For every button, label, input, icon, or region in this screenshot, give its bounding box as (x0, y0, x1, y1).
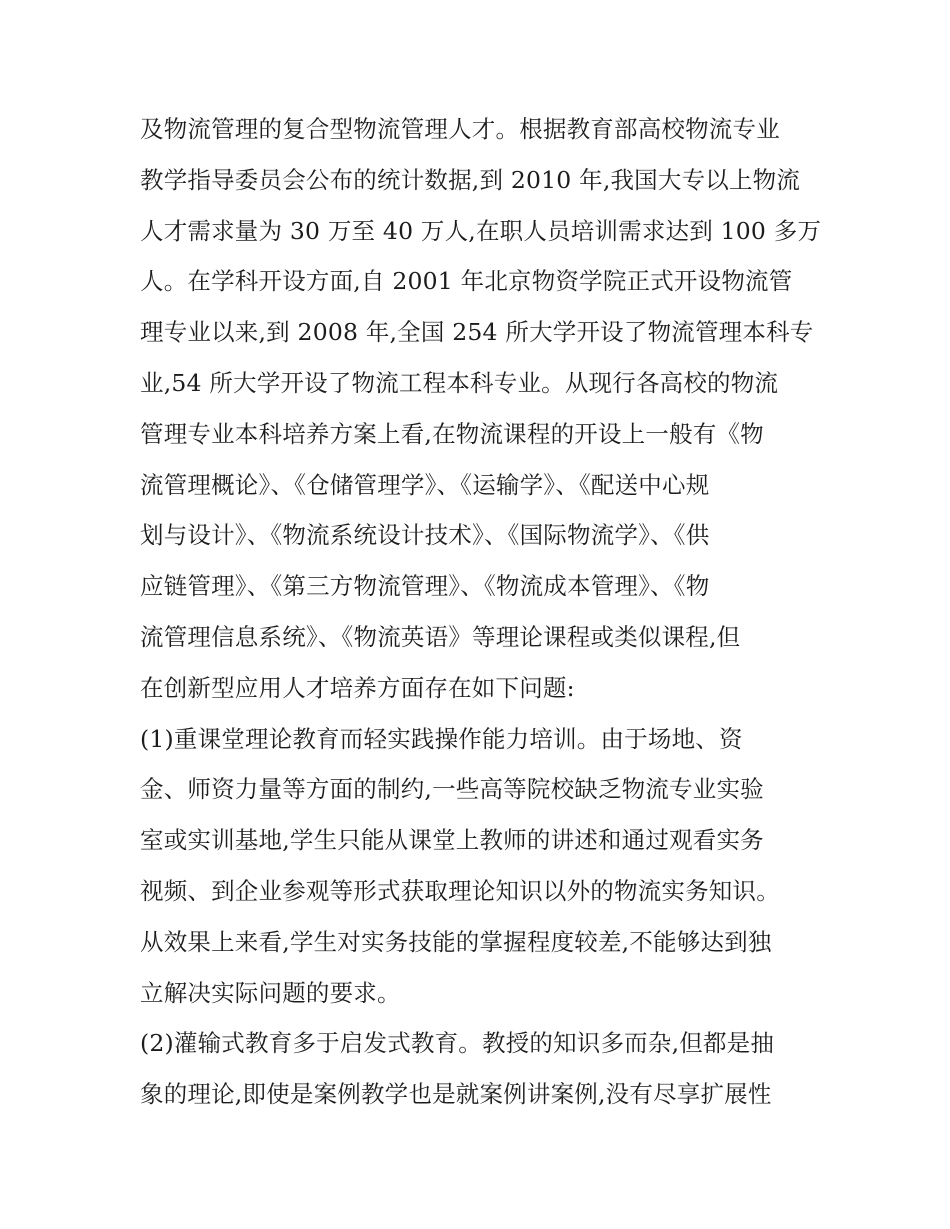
text-line-18: 立解决实际问题的要求。 (140, 978, 401, 1007)
text-line-14: 金、师资力量等方面的制约,一些高等院校缺乏物流专业实验 (140, 775, 764, 804)
text-line-7: 管理专业本科培养方案上看,在物流课程的开设上一般有《物 (140, 419, 764, 448)
text-line-5: 理专业以来,到 2008 年,全国 254 所大学开设了物流管理本科专 (140, 318, 814, 347)
text-line-19: (2)灌输式教育多于启发式教育。教授的知识多而杂,但都是抽 (140, 1029, 775, 1058)
text-line-20: 象的理论,即使是案例教学也是就案例讲案例,没有尽享扩展性 (140, 1080, 772, 1109)
text-line-2: 教学指导委员会公布的统计数据,到 2010 年,我国大专以上物流 (140, 165, 801, 194)
text-line-6: 业,54 所大学开设了物流工程本科专业。从现行各高校的物流 (140, 368, 779, 397)
text-line-12: 在创新型应用人才培养方面存在如下问题: (140, 673, 575, 702)
body-text (140, 104, 830, 1120)
text-line-8: 流管理概论》、《仓储管理学》、《运输学》、《配送中心规 (140, 470, 710, 499)
text-line-9: 划与设计》、《物流系统设计技术》、《国际物流学》、《供 (140, 521, 710, 550)
text-line-11: 流管理信息系统》、《物流英语》等理论课程或类似课程,但 (140, 622, 741, 651)
text-line-15: 室或实训基地,学生只能从课堂上教师的讲述和通过观看实务 (140, 826, 764, 855)
text-line-4: 人。在学科开设方面,自 2001 年北京物资学院正式开设物流管 (140, 267, 793, 296)
text-line-16: 视频、到企业参观等形式获取理论知识以外的物流实务知识。 (140, 876, 780, 905)
text-line-1: 及物流管理的复合型物流管理人才。根据教育部高校物流专业 (140, 115, 780, 143)
text-line-3: 人才需求量为 30 万至 40 万人,在职人员培训需求达到 100 多万 (140, 216, 822, 245)
text-line-17: 从效果上来看,学生对实务技能的掌握程度较差,不能够达到独 (140, 927, 772, 956)
text-line-10: 应链管理》、《第三方物流管理》、《物流成本管理》、《物 (140, 572, 710, 601)
text-line-13: (1)重课堂理论教育而轻实践操作能力培训。由于场地、资 (140, 724, 743, 753)
